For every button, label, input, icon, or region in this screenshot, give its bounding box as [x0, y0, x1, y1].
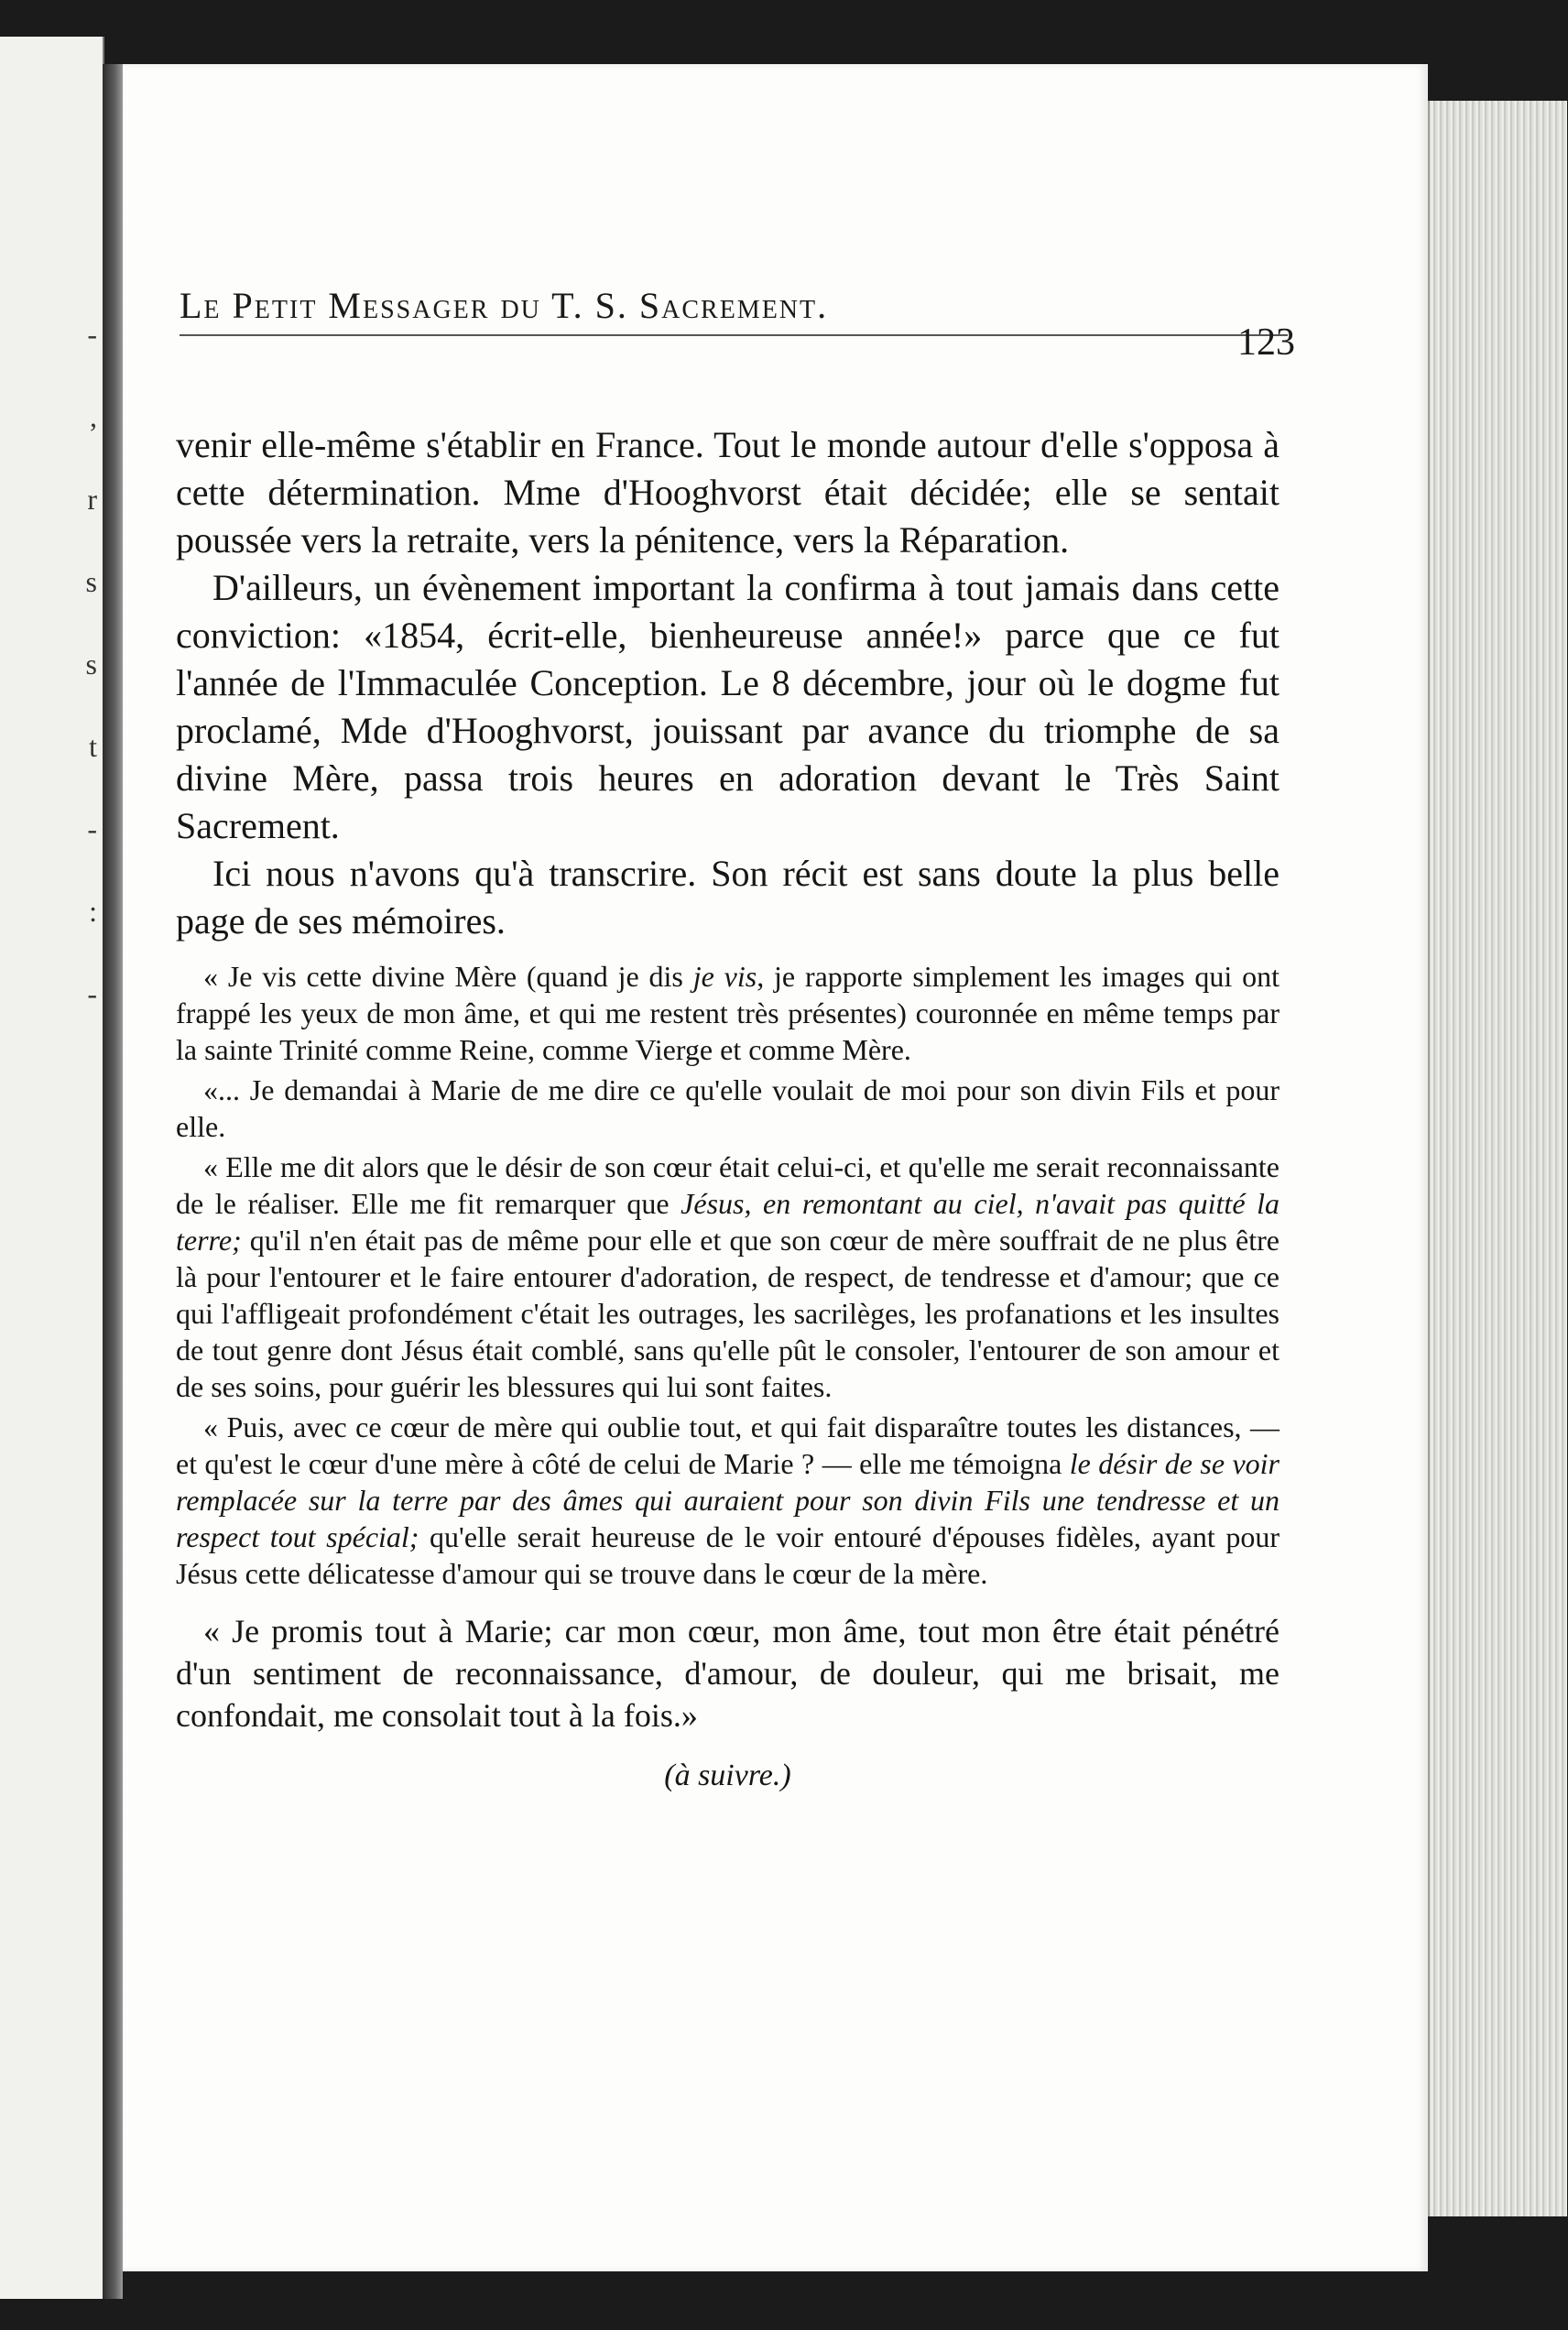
book-page	[123, 64, 1428, 2271]
paragraph-3: Ici nous n'avons qu'à transcrire. Son récit est sans doute la plus belle page de ses mémoires.	[176, 853, 1279, 942]
quote-paragraph-4	[176, 1409, 1279, 1592]
running-header: Le Petit Messager du T. S. Sacrement.	[180, 284, 1288, 336]
quote-paragraph-5: « Je promis tout à Marie; car mon cœur, mon âme, tout mon être était pénétré d'un sentiment de reconnaissance, d'amour, de douleur, qui me brisait, me confondait, me consolait tout à la fois.»	[176, 1613, 1279, 1734]
paragraph-2: D'ailleurs, un évènement important la confirma à tout jamais dans cette conviction: «1854, écrit-elle, bienheureuse année!» parce que ce fut l'année de l'Immaculée Conception. Le 8 décembre, jour où le dogme fut proclamé, Mde d'Hooghvorst, jouissant par avance du triomphe de sa divine Mère, passa trois heures en adoration devant le Très Saint Sacrement.	[176, 567, 1279, 846]
quote-text: , je rapporte simplement les images qui ont frappé les yeux de mon âme, et qui me restent très présentes) couronnée en même temps par la sainte Trinité comme Reine, comme Vierge et comme Mère.	[176, 960, 1280, 1066]
page-number: 123	[1237, 321, 1295, 364]
quote-text: « Elle me dit alors que le désir de son cœur était celui-ci, et qu'elle me serait reconnaissante de le réaliser. Elle me fit remarquer que	[176, 1150, 1279, 1220]
facing-page-characters: - , r s s t - : -	[85, 318, 97, 1010]
quote-emphasis: je vis	[692, 960, 757, 993]
quote-text: qu'il n'en était pas de même pour elle et que son cœur de mère souffrait de ne plus être là pour l'entourer et le faire entourer d'adoration, de respect, de tendresse et d'amour; que ce qui l'affligeait profondément c'était les outrages, les sacrilèges, les profanations et les insultes de tout genre dont Jésus était comblé, sans qu'elle pût le consoler, l'entourer de son amour et de ses soins, pour guérir les blessures qui lui sont faites.	[176, 1224, 1279, 1403]
narrative-section	[176, 421, 1279, 945]
to-be-continued-text: (à suivre.)	[664, 1758, 791, 1792]
quote-text: qu'elle serait heureuse de le voir entouré d'épouses fidèles, ayant pour Jésus cette délicatesse d'amour qui se trouve dans le cœur de la mère.	[176, 1520, 1280, 1590]
quote-text: « Je vis cette divine Mère (quand je dis	[203, 960, 693, 993]
quote-text: « Puis, avec ce cœur de mère qui oublie tout, et qui fait disparaître toutes les distances, — et qu'est le cœur d'une mère à côté de celui de Marie ? — elle me témoigna	[176, 1410, 1279, 1480]
book-gutter	[103, 64, 123, 2299]
quote-paragraph-1	[176, 958, 1279, 1068]
quote-emphasis: Jésus, en remontant au ciel, n'avait pas quitté la terre;	[176, 1187, 1279, 1257]
quote-paragraph-3	[176, 1149, 1279, 1405]
to-be-continued	[176, 1758, 1279, 1793]
quoted-memoir	[176, 958, 1279, 1592]
quote-emphasis: le désir de se voir remplacée sur la terre par des âmes qui auraient pour son divin Fils une tendresse et un respect tout spécial;	[176, 1447, 1280, 1553]
page-body	[176, 421, 1279, 1793]
closing-quote	[176, 1610, 1279, 1737]
paragraph-1: venir elle-même s'établir en France. Tout le monde autour d'elle s'opposa à cette détermination. Mme d'Hooghvorst était décidée; elle se sentait poussée vers la retraite, vers la pénitence, vers la Réparation.	[176, 424, 1279, 561]
facing-page-edge	[0, 37, 104, 2299]
quote-paragraph-2: «... Je demandai à Marie de me dire ce qu'elle voulait de moi pour son divin Fils et pour elle.	[176, 1073, 1279, 1143]
page-block-edges	[1428, 101, 1567, 2216]
